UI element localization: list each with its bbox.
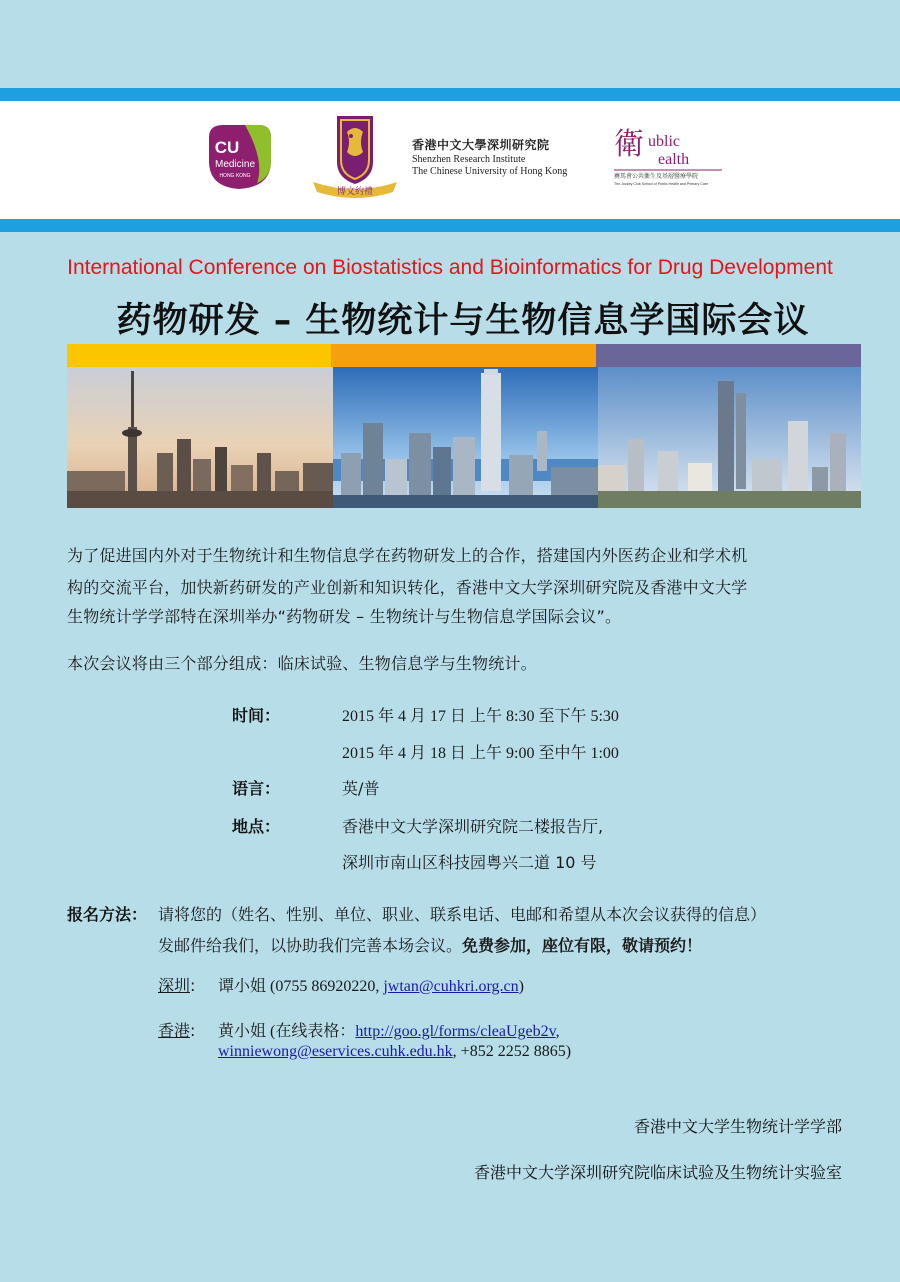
cuhk-crest-logo xyxy=(307,112,403,200)
city-photo-hong-kong xyxy=(333,367,598,508)
public-health-logo xyxy=(612,124,724,186)
hong-kong-contact-details xyxy=(218,1018,560,1041)
cu-medicine-logo xyxy=(205,121,271,191)
crest-motto: 博文約禮 xyxy=(336,187,374,197)
cu-logo-line3: HONG KONG xyxy=(219,173,251,179)
public-health-word1: ublic xyxy=(648,133,680,150)
color-bar-yellow xyxy=(67,344,331,367)
sri-name-zh: 香港中文大學深圳研究院 xyxy=(412,138,550,152)
venue-line-2: 深圳市南山区科技园粤兴二道 10 号 xyxy=(342,853,597,872)
intro-line-3: 生物统计学学部特在深圳举办“药物研发 – 生物统计与生物信息学国际会议”。 xyxy=(67,607,622,626)
color-bar-purple xyxy=(596,344,861,367)
language-label: 语言： xyxy=(232,779,281,798)
conference-title-zh: 药物研发 – 生物统计与生物信息学国际会议 xyxy=(116,301,810,341)
header-stripe-top xyxy=(0,88,900,101)
shenzhen-colon: : xyxy=(190,976,196,995)
shenzhen-email-link[interactable]: jwtan@cuhkri.org.cn xyxy=(383,978,519,995)
shenzhen-contact xyxy=(158,973,195,996)
organizer-line-1: 香港中文大学生物统计学学部 xyxy=(633,1117,842,1136)
conference-title-en: International Conference on Biostatistics and Bioinformatics for Drug Development xyxy=(67,256,833,279)
organizer-line-2: 香港中文大学深圳研究院临床试验及生物统计实验室 xyxy=(473,1163,842,1182)
city-photo-toronto xyxy=(67,367,333,508)
hong-kong-email-link[interactable]: winniewong@eservices.cuhk.edu.hk xyxy=(218,1043,453,1060)
venue-label: 地点： xyxy=(232,817,281,836)
sri-name-en-line2: The Chinese University of Hong Kong xyxy=(412,166,568,177)
registration-line-2-text: 发邮件给我们，以协助我们完善本场会议。 xyxy=(158,936,463,955)
time-value-day1: 2015 年 4 月 17 日 上午 8:30 至下午 5:30 xyxy=(342,708,619,725)
hong-kong-contact xyxy=(158,1018,195,1041)
hong-kong-comma: , xyxy=(555,1023,560,1040)
public-health-mark: 衛 xyxy=(614,127,644,162)
cu-logo-line1: CU xyxy=(214,138,240,157)
online-form-link[interactable]: http://goo.gl/forms/cleaUgeb2v xyxy=(355,1023,556,1040)
intro-line-2: 构的交流平台，加快新药研发的产业创新和知识转化，香港中文大学深圳研究院及香港中文大学 xyxy=(67,578,748,597)
time-value-day2: 2015 年 4 月 18 日 上午 9:00 至中午 1:00 xyxy=(342,745,619,762)
sri-name-en-line1: Shenzhen Research Institute xyxy=(412,154,526,165)
hong-kong-contact-line-2 xyxy=(218,1043,571,1061)
cu-logo-line2: Medicine xyxy=(214,159,256,170)
city-photo-shenzhen xyxy=(598,367,861,508)
intro-line-1: 为了促进国内外对于生物统计和生物信息学在药物研发上的合作，搭建国内外医药企业和学术机 xyxy=(67,546,748,565)
language-value: 英/普 xyxy=(342,779,380,798)
shenzhen-contact-details xyxy=(218,973,524,996)
color-bar-orange xyxy=(331,344,596,367)
shenzhen-contact-close: ) xyxy=(518,978,524,995)
intro-line-4: 本次会议将由三个部分组成：临床试验、生物信息学与生物统计。 xyxy=(67,654,537,673)
shenzhen-contact-person: 谭小姐 (0755 86920220, xyxy=(218,978,384,995)
public-health-line-zh: 賽馬會公共衞生及基層醫療學院 xyxy=(614,173,699,180)
public-health-word2: ealth xyxy=(658,151,690,168)
venue-line-1: 香港中文大学深圳研究院二楼报告厅, xyxy=(342,817,604,836)
hong-kong-label: 香港 xyxy=(158,1021,191,1040)
hong-kong-colon: : xyxy=(190,1021,196,1040)
registration-line-2 xyxy=(158,933,702,956)
public-health-line-en: The Jockey Club School of Public Health and Primary Care xyxy=(614,182,709,186)
free-admission-note: 免费参加，座位有限，敬请预约！ xyxy=(462,936,703,955)
hong-kong-phone: , +852 2252 8865) xyxy=(452,1043,572,1060)
registration-label: 报名方法： xyxy=(67,905,148,924)
shenzhen-label: 深圳 xyxy=(158,976,191,995)
registration-line-1: 请将您的（姓名、性别、单位、职业、联系电话、电邮和希望从本次会议获得的信息） xyxy=(158,905,767,924)
time-label: 时间： xyxy=(232,706,281,725)
header-stripe-bottom xyxy=(0,219,900,232)
hong-kong-contact-person: 黄小姐 (在线表格： xyxy=(218,1023,356,1040)
